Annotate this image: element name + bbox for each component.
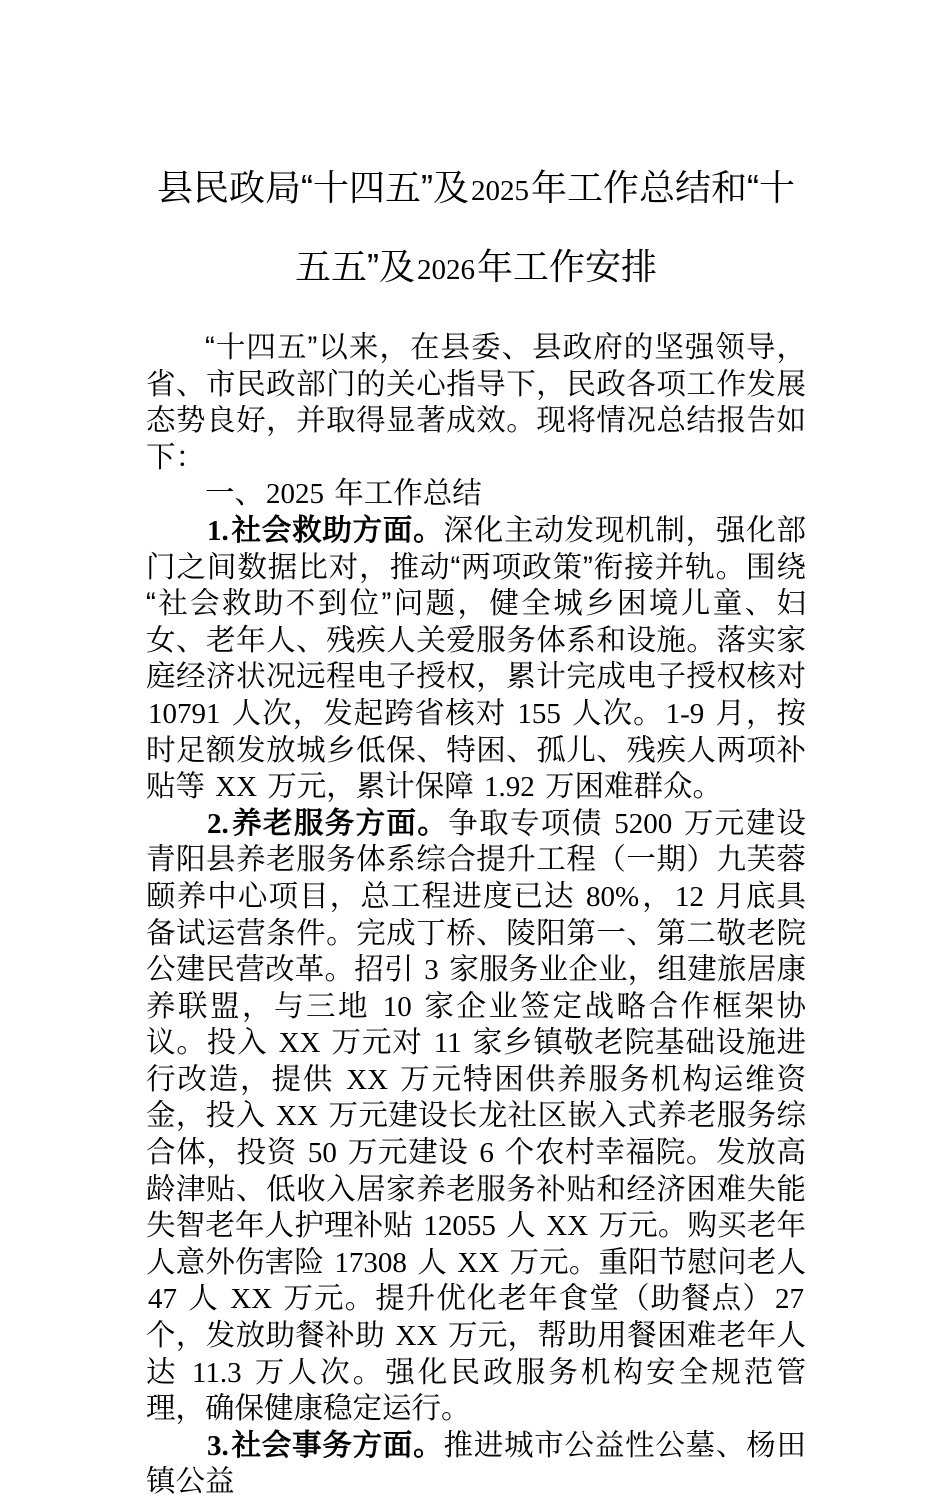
paragraph-intro: “十四五”以来，在县委、县政府的坚强领导，省、市民政部门的关心指导下，民政各项工作发展态势良好，并取得显著成效。现将情况总结报告如下： (146, 331, 806, 474)
item-lead-elderly-care: 2.养老服务方面。 (207, 806, 449, 840)
section-heading-2025-summary: 一、2025 年工作总结 (205, 477, 482, 511)
numeric-run: 155 (517, 697, 561, 730)
numeric-run: 17308 (334, 1246, 407, 1279)
numeric-run: XX (215, 771, 258, 804)
numeric-run: 2. (207, 807, 229, 840)
item-text-elderly-care: 争取专项债 5200 万元建设青阳县养老服务体系综合提升工程（一期）九芙蓉颐养中心项目，总工程进度已达 80%，12 月底具备试运营条件。完成丁桥、陵阳第一、第二敬老院公建民营改革。招引 3 家服务业企业，组建旅居康养联盟，与三地 10 家企业签定战略合作框架协议。投入 XX 万元对 11 家乡镇敬老院基础设施进行改造，提供 XX 万元特困供养服务机构运维资金，投入 XX 万元建设长龙社区嵌入式养老服务综合体，投资 50 万元建设 6 个农村幸福院。发放高龄津贴、低收入居家养老服务补贴和经济困难失能失智老年人护理补贴 12055 人 XX 万元。购买老年人意外伤害险 17308 人 XX 万元。重阳节慰问老人 47 人 XX 万元。提升优化老年食堂（助餐点）27 个，发放助餐补助 XX 万元，帮助用餐困难老年人达 11.3 万人次。强化民政服务机构安全规范管理，确保健康稳定运行。 (146, 806, 806, 1426)
numeric-run: 10791 (148, 697, 221, 730)
numeric-run: XX (546, 1210, 589, 1243)
item-text-social-affairs: 推进城市公益性公墓、杨田镇公益 (146, 1428, 806, 1499)
numeric-run: 2025 (266, 478, 325, 511)
numeric-run: 3. (207, 1429, 229, 1462)
numeric-run: 80% (586, 880, 640, 913)
page-title-text: 县民政局“十四五”及2025年工作总结和“十五五”及2026年工作安排 (157, 167, 795, 287)
numeric-run: 6 (479, 1137, 494, 1170)
numeric-run: 1-9 (665, 697, 705, 730)
numeric-run: 3 (424, 954, 439, 987)
numeric-run: 1.92 (484, 771, 535, 804)
item-lead-social-affairs: 3.社会事务方面。 (207, 1428, 444, 1462)
numeric-run: 10 (382, 990, 412, 1023)
numeric-run: 2025 (470, 175, 529, 207)
numeric-run: 12055 (423, 1210, 496, 1243)
paragraph-social-assistance (146, 513, 806, 806)
item-lead-social-assistance: 1.社会救助方面。 (207, 513, 444, 547)
document-body (146, 150, 806, 1501)
page-title (146, 150, 806, 308)
numeric-run: XX (457, 1246, 500, 1279)
numeric-run: XX (278, 1027, 321, 1060)
numeric-run: 50 (307, 1137, 337, 1170)
paragraph-social-affairs (146, 1428, 806, 1501)
numeric-run: 47 (148, 1283, 177, 1316)
numeric-run: 12 (674, 880, 704, 913)
numeric-run: XX (230, 1283, 273, 1316)
numeric-run: 5200 (614, 807, 673, 840)
numeric-run: 2026 (416, 254, 475, 286)
numeric-run: XX (395, 1320, 438, 1353)
numeric-run: 11.3 (191, 1356, 242, 1389)
numeric-run: XX (276, 1100, 318, 1133)
numeric-run: 27 (775, 1283, 804, 1316)
paragraph-elderly-care (146, 806, 806, 1428)
item-text-social-assistance: 深化主动发现机制，强化部门之间数据比对，推动“两项政策”衔接并轨。围绕“社会救助不到位”问题，健全城乡困境儿童、妇女、老年人、残疾人关爱服务体系和设施。落实家庭经济状况远程电子授权，累计完成电子授权核对 10791 人次，发起跨省核对 155 人次。1-9 月，按时足额发放城乡低保、特困、孤儿、残疾人两项补贴等 XX 万元，累计保障 1.92 万困难群众。 (146, 513, 806, 804)
numeric-run: XX (346, 1063, 389, 1096)
numeric-run: 1. (207, 514, 229, 547)
numeric-run: 11 (433, 1027, 462, 1060)
